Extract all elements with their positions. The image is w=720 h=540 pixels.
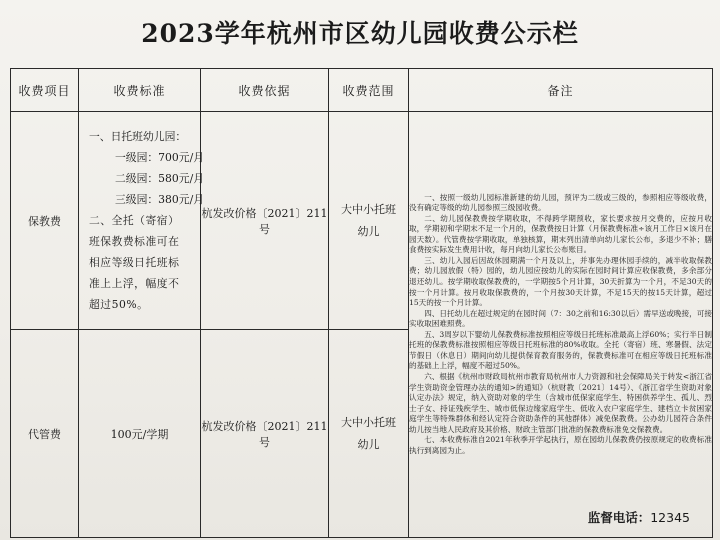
note-paragraph: 七、本收费标准自2021年秋季开学起执行，原在园幼儿保教费仍按原规定的收费标准执行到离园为止。 xyxy=(409,435,712,455)
standard-line: 一级园：700元/月 xyxy=(115,151,205,164)
page-title: 2023学年杭州市区幼儿园收费公示栏 xyxy=(141,19,579,48)
notes-cell xyxy=(409,112,713,538)
supervise-number: 12345 xyxy=(650,510,690,525)
note-paragraph: 一、按照一级幼儿园标准新建的幼儿园，预评为二级或三级的，参照相应等级收费，没有确定等级的幼儿园参照三级园收费。 xyxy=(409,192,712,213)
row-scope xyxy=(329,112,409,330)
header-item: 收费项目 xyxy=(11,69,79,112)
standard-line: 二、全托（寄宿）班保教费标准可在相应等级日托班标准上上浮，幅度不超过50%。 xyxy=(89,214,180,311)
note-paragraph: 三、幼儿入园后因故休园期满一个月及以上，并事先办理休园手续的，减半收取保教费；幼儿园放假（特）园的，幼儿园应按幼儿的实际在园时间计算应收保教费，多余部分退还幼儿。按学期收取保教费的，一学期按5个月计算，30天折算为一个月，不足30天的按一个月计算。按月收取保教费的，一个月按30天计算，不足15天的按15天计算，超过15天的按一个月计算。 xyxy=(409,255,712,308)
row-item: 保教费 xyxy=(11,112,79,330)
row-scope xyxy=(329,330,409,538)
supervise-label: 监督电话： xyxy=(587,510,651,525)
scope-line: 大中小托班 xyxy=(341,202,396,216)
standard-line: 二级园：580元/月 xyxy=(115,172,205,185)
row-item: 代管费 xyxy=(11,330,79,538)
scope-line: 幼儿 xyxy=(357,437,380,451)
note-paragraph: 四、日托幼儿在超过规定的在园时间（7：30之前和16:30以后）需早送或晚接，可接实收取困难照费。 xyxy=(409,308,712,329)
row-standard xyxy=(79,112,205,330)
header-scope: 收费范围 xyxy=(329,69,409,112)
note-paragraph: 五、3周岁以下婴幼儿保教费标准按照相应等级日托班标准最高上浮60%；实行半日制托班的保教费标准按照相应等级日托班标准的80%收取。全托（寄宿）班、寒暑假、法定节假日（休息日）期间向幼儿提供保育教育服务的，保教费标准可在相应等级日托班标准的基础上上浮，幅度不超过50%。 xyxy=(409,329,712,371)
row-basis: 杭发改价格〔2021〕211号 xyxy=(201,330,329,538)
header-notes: 备注 xyxy=(409,69,713,112)
header-basis: 收费依据 xyxy=(201,69,329,112)
scope-line: 幼儿 xyxy=(357,224,380,238)
note-paragraph: 六、根据《杭州市财政局杭州市教育局杭州市人力资源和社会保障局关于转发<浙江省学生资助资金管理办法的通知>的通知》（杭财教〔2021〕14号）、《浙江省学生资助对象认定办法》规定，纳入资助对象的学生（含城市低保家庭学生、特困供养学生、孤儿、烈士子女、持证残疾学生、城市低保边缘家庭学生、低收入农户家庭学生、建档立卡贫困家庭学生等特殊群体和经认定符合资助条件的其他群体）减免保教费。公办幼儿园符合条件幼儿按当地人民政府及其价格、财政主管部门批准的保教费标准免交保教费。 xyxy=(409,371,712,434)
row-basis: 杭发改价格〔2021〕211号 xyxy=(201,112,329,330)
scope-line: 大中小托班 xyxy=(341,415,396,429)
standard-line: 一、日托班幼儿园： xyxy=(89,130,187,143)
row-standard: 100元/学期 xyxy=(79,330,201,538)
supervise-phone xyxy=(588,508,690,526)
note-paragraph: 二、幼儿园保教费按学期收取，不得跨学期预收，家长要求按月交费的，应按月收取，学期初和学期末不足一个月的，保教费按日计算（月保教费标准÷该月工作日×该月在园天数）。代管费按学期收取，单独核算，期末列出清单向幼儿家长公布，多退少不补；膳食费按实际发生费用计收，每月向幼儿家长公布账目。 xyxy=(409,213,712,255)
table-header-row xyxy=(11,69,713,112)
header-standard: 收费标准 xyxy=(79,69,201,112)
table-row xyxy=(11,112,713,330)
standard-line: 三级园：380元/月 xyxy=(115,193,205,206)
fee-table xyxy=(10,68,713,538)
